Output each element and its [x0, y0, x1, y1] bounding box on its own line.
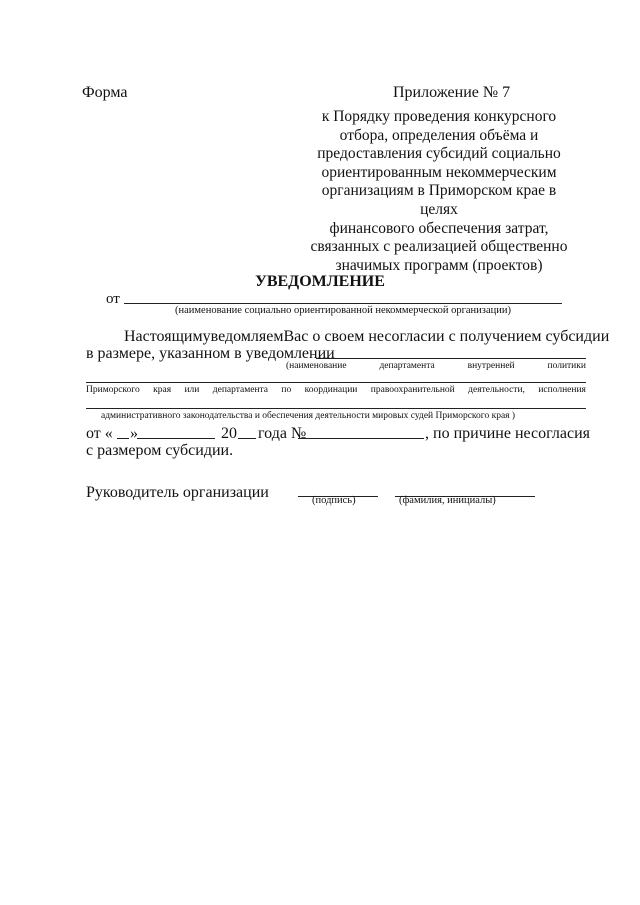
caption-word: края — [153, 385, 172, 395]
department-caption-1 — [286, 361, 586, 371]
appendix-title: Приложение № 7 — [393, 84, 511, 101]
from-underline — [124, 303, 562, 304]
department-caption-2 — [86, 385, 586, 395]
caption-word: исполнения — [538, 385, 586, 395]
body-line-2: в размере, указанном в уведомлении — [86, 345, 335, 362]
signature-label: Руководитель организации — [86, 484, 269, 501]
caption-word: или — [184, 385, 200, 395]
department-underline-2 — [86, 408, 586, 409]
appendix-line: значимых программ (проектов) — [335, 256, 543, 274]
signature-caption: (подпись) — [312, 495, 356, 506]
body-word: Настоящим — [124, 328, 203, 345]
notice-number-field — [298, 438, 424, 439]
caption-word: по — [281, 385, 292, 395]
appendix-line: к Порядку проведения конкурсного — [321, 108, 557, 125]
day-field — [117, 438, 129, 439]
appendix-line: предоставления субсидий социально — [317, 145, 561, 163]
department-caption-3: административного законодательства и обеспечения деятельности мировых судей Приморского края ) — [101, 411, 516, 421]
caption-word: правоохранительной — [370, 385, 455, 395]
form-label: Форма — [82, 84, 128, 101]
caption-word: Приморского — [86, 385, 140, 395]
appendix-line: ориентированным некоммерческим — [321, 163, 557, 181]
caption-word: департамента — [379, 361, 435, 371]
month-field — [137, 438, 215, 439]
year-suffix: года № — [258, 425, 307, 442]
appendix-line: связанных с реализацией общественно — [310, 238, 568, 256]
department-underline-1 — [86, 382, 586, 383]
body-line-1 — [124, 328, 610, 346]
notice-underline — [316, 358, 586, 359]
appendix-line: финансового обеспечения затрат, — [329, 219, 549, 237]
date-mid: » — [130, 425, 138, 442]
body-word: уведомляем — [202, 328, 284, 345]
caption-word: (наименование — [286, 361, 347, 371]
from-prefix: от — [106, 291, 120, 307]
from-caption: (наименование социально ориентированной некоммерческой организации) — [175, 305, 511, 316]
caption-word: внутренней — [467, 361, 515, 371]
name-caption: (фамилия, инициалы) — [399, 495, 496, 506]
year-field — [238, 438, 256, 439]
caption-word: департамента — [212, 385, 269, 395]
caption-word: координации — [304, 385, 358, 395]
reason-text: , по причине несогласия — [425, 425, 590, 442]
body-last-line: с размером субсидии. — [86, 442, 234, 459]
date-prefix: от « — [86, 425, 113, 442]
appendix-line: организациям в Приморском крае в целях — [321, 182, 557, 218]
caption-word: политики — [547, 361, 586, 371]
appendix-line: отбора, определения объёма и — [339, 126, 539, 144]
year-prefix: 20 — [221, 425, 237, 442]
appendix-text — [308, 108, 570, 275]
document-title: УВЕДОМЛЕНИЕ — [255, 273, 385, 290]
body-word: Вас о своем несогласии с получением субсидии — [283, 328, 610, 345]
caption-word: деятельности, — [468, 385, 525, 395]
